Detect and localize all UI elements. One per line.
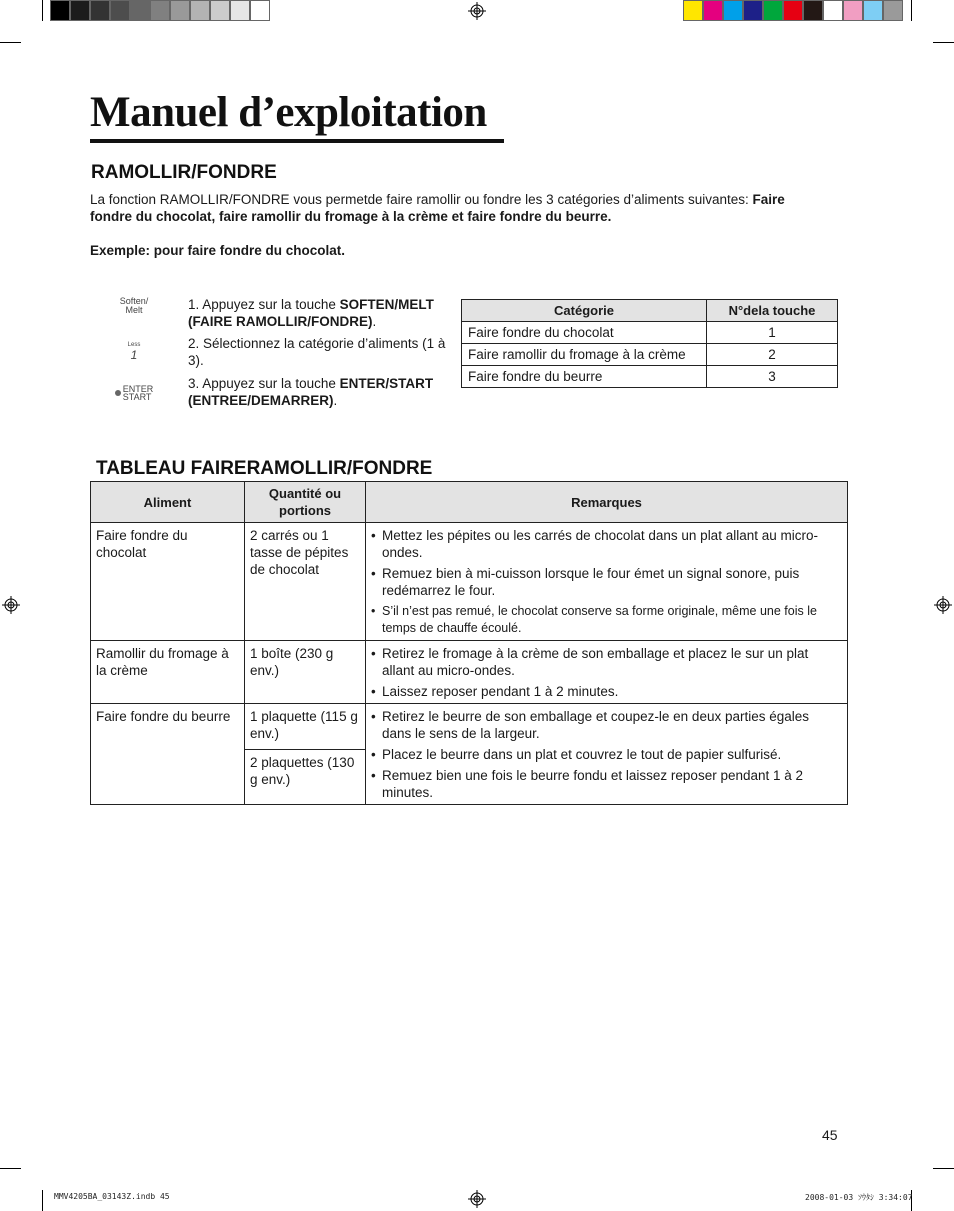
column-header: Remarques (366, 482, 848, 523)
table-row (462, 344, 838, 366)
column-header: Aliment (91, 482, 245, 523)
step-1 (188, 296, 450, 330)
remark-item: • Remuez bien une fois le beurre fondu et laissez reposer pendant 1 à 2 minutes. (371, 767, 842, 801)
crop-mark (911, 0, 912, 21)
quantity-cell: 1 boîte (230 g env.) (245, 641, 366, 704)
crop-mark (933, 1168, 954, 1169)
category-cell: Faire fondre du chocolat (462, 322, 707, 344)
color-swatch (150, 0, 170, 21)
color-swatch (703, 0, 723, 21)
number-1-key-icon (112, 342, 156, 361)
registration-mark-icon (2, 596, 20, 614)
title-underline (90, 139, 504, 143)
key-label: START (122, 392, 152, 402)
example-text: Exemple: pour faire fondre du chocolat. (90, 243, 346, 258)
column-header: Quantité ou portions (245, 482, 366, 523)
key-label: Melt (125, 305, 143, 315)
color-swatch (823, 0, 843, 21)
crop-mark (933, 42, 954, 43)
column-header: Catégorie (462, 300, 707, 322)
remark-item: • Retirez le fromage à la crème de son emballage et placez le sur un plat allant au micro-ondes. (371, 645, 842, 679)
step-end: . (372, 314, 377, 329)
color-swatch (70, 0, 90, 21)
table-heading: TABLEAU FAIRERAMOLLIR/FONDRE (96, 458, 433, 479)
table-row (462, 322, 838, 344)
remark-item: • Laissez reposer pendant 1 à 2 minutes. (371, 683, 842, 700)
color-swatch (723, 0, 743, 21)
key-number-cell: 1 (707, 322, 838, 344)
step-key-name: SOFTEN/MELT (FAIRE RAMOLLIR/FONDRE) (188, 297, 434, 329)
crop-mark (0, 42, 21, 43)
page-title: Manuel d’exploitation (90, 89, 487, 136)
table-row (91, 523, 848, 641)
key-label: Less (127, 342, 141, 348)
table-row (462, 366, 838, 388)
intro-bold-text: Faire fondre du chocolat, faire ramollir du fromage à la crème et faire fondre du beurre. (90, 192, 785, 224)
registration-mark-icon (468, 1190, 486, 1208)
color-swatch (250, 0, 270, 21)
intro-text: La fonction RAMOLLIR/FONDRE vous permetde faire ramollir ou fondre les 3 catégories d’aliments suivantes: (90, 192, 753, 207)
color-swatch (863, 0, 883, 21)
key-label: 1 (130, 348, 138, 362)
step-2 (188, 335, 450, 369)
crop-mark (42, 1190, 43, 1211)
key-number-cell: 2 (707, 344, 838, 366)
intro-paragraph (90, 191, 830, 225)
step-3 (188, 375, 450, 409)
quantity-cell: 2 carrés ou 1 tasse de pépites de chocolat (245, 523, 366, 641)
quantity-cell: 2 plaquettes (130 g env.) (245, 750, 366, 805)
remarks-cell (366, 704, 848, 805)
step-end: . (333, 393, 338, 408)
food-cell: Faire fondre du beurre (91, 704, 245, 805)
registration-mark-icon (934, 596, 952, 614)
food-cell: Faire fondre du chocolat (91, 523, 245, 641)
color-calibration-bar (683, 0, 903, 21)
table-row (91, 641, 848, 704)
footer-file-info: MMV4205BA_03143Z.indb 45 (54, 1192, 170, 1201)
step-text: 1. Appuyez sur la touche (188, 297, 340, 312)
color-swatch (90, 0, 110, 21)
food-cell: Ramollir du fromage à la crème (91, 641, 245, 704)
grayscale-calibration-bar (50, 0, 270, 21)
category-table (461, 299, 838, 388)
remark-item: • Remuez bien à mi-cuisson lorsque le four émet un signal sonore, puis redémarrez le four. (371, 565, 842, 599)
color-swatch (803, 0, 823, 21)
remarks-cell (366, 523, 848, 641)
color-swatch (783, 0, 803, 21)
color-swatch (210, 0, 230, 21)
remark-item: • Placez le beurre dans un plat et couvrez le tout de papier sulfurisé. (371, 746, 842, 763)
color-swatch (170, 0, 190, 21)
color-swatch (110, 0, 130, 21)
soften-melt-key-icon (112, 297, 156, 315)
color-swatch (843, 0, 863, 21)
page-number: 45 (822, 1127, 838, 1143)
category-cell: Faire ramollir du fromage à la crème (462, 344, 707, 366)
step-text: 3. Appuyez sur la touche (188, 376, 340, 391)
table-row (91, 704, 848, 750)
key-number-cell: 3 (707, 366, 838, 388)
category-cell: Faire fondre du beurre (462, 366, 707, 388)
color-swatch (130, 0, 150, 21)
softening-melting-table (90, 481, 848, 805)
remark-item: • S’il n’est pas remué, le chocolat conserve sa forme originale, même une fois le temps de chauffe écoulé. (371, 603, 842, 637)
color-swatch (763, 0, 783, 21)
step-key-name: ENTER/START (ENTREE/DEMARRER) (188, 376, 434, 408)
color-swatch (683, 0, 703, 21)
table-header-row (91, 482, 848, 523)
color-swatch (50, 0, 70, 21)
remark-item: • Retirez le beurre de son emballage et coupez-le en deux parties égales dans le sens de la largeur. (371, 708, 842, 742)
color-swatch (230, 0, 250, 21)
color-swatch (743, 0, 763, 21)
footer-timestamp: 2008-01-03 ｿｳﾀｼ 3:34:07 (805, 1193, 913, 1202)
remark-item: • Mettez les pépites ou les carrés de chocolat dans un plat allant au micro-ondes. (371, 527, 842, 561)
column-header: N°dela touche (707, 300, 838, 322)
enter-start-key-icon (112, 385, 156, 401)
registration-mark-icon (468, 2, 486, 20)
color-swatch (190, 0, 210, 21)
table-header-row (462, 300, 838, 322)
key-label: ENTER (122, 384, 154, 394)
crop-mark (0, 1168, 21, 1169)
color-swatch (883, 0, 903, 21)
key-label: Soften/ (119, 296, 149, 306)
section-heading: RAMOLLIR/FONDRE (91, 162, 277, 183)
crop-mark (42, 0, 43, 21)
step-text: 2. Sélectionnez la catégorie d’aliments (1 à 3). (188, 336, 446, 368)
remarks-cell (366, 641, 848, 704)
example-label (90, 242, 345, 259)
quantity-cell: 1 plaquette (115 g env.) (245, 704, 366, 750)
start-dot-icon (115, 390, 121, 396)
